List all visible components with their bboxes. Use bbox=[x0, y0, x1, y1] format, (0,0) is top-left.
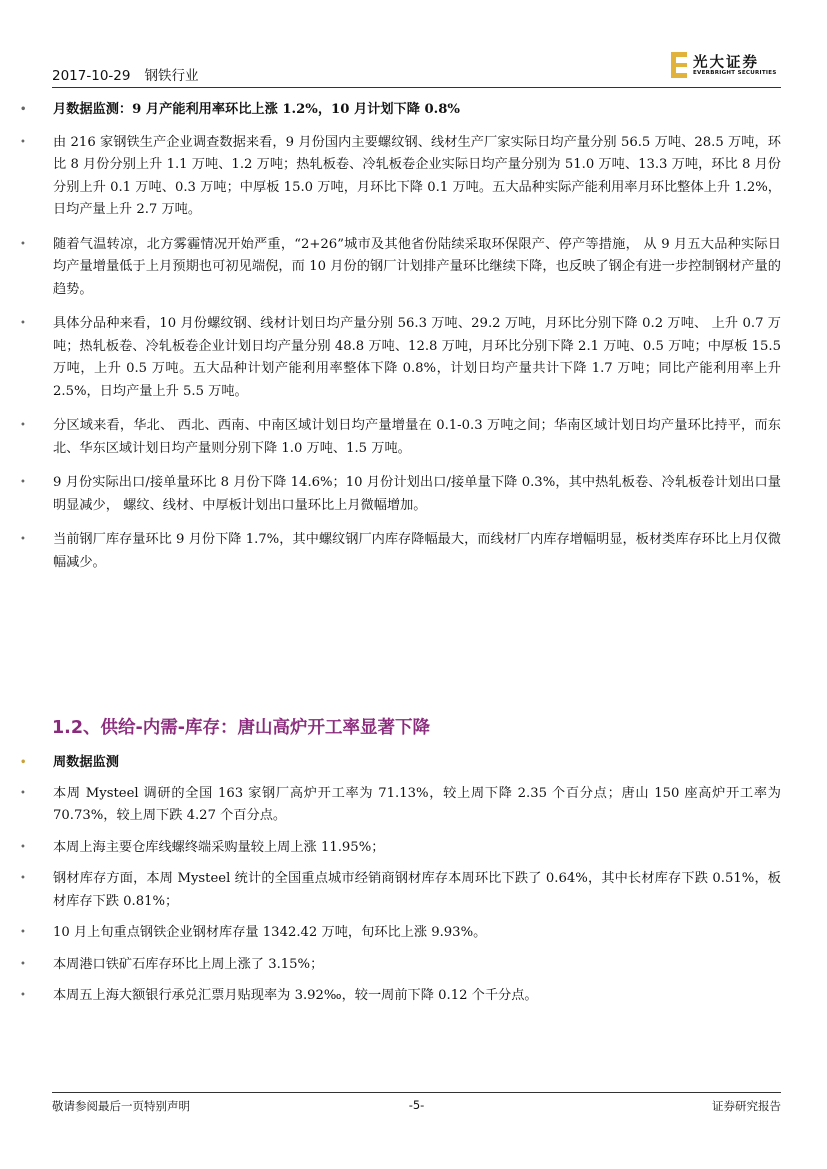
list-item bbox=[0, 132, 781, 222]
section-title: 1.2、供给-内需-库存：唐山高炉开工率显著下降 bbox=[52, 718, 431, 738]
list-item bbox=[0, 868, 781, 913]
bullet-icon: • bbox=[20, 958, 26, 970]
paragraph-text: 本周 Mysteel 调研的全国 163 家钢厂高炉开工率为 71.13%，较上周下降 2.35 个百分点；唐山 150 座高炉开工率为 70.73%，较上周下跌 4.27 个百分点。 bbox=[53, 785, 781, 823]
bullet-icon: • bbox=[20, 873, 26, 884]
header-divider bbox=[52, 87, 781, 88]
disclaimer-note: 敬请参阅最后一页特别声明 bbox=[52, 1099, 190, 1113]
report-type: 证券研究报告 bbox=[712, 1099, 781, 1113]
bullet-icon: • bbox=[20, 927, 26, 938]
paragraph-text: 9 月份实际出口/接单量环比 8 月份下降 14.6%；10 月份计划出口/接单量下降 0.3%，其中热轧板卷、冷轧板卷计划出口量明显减少， 螺纹、线材、中厚板计划出口量环比上月微幅增加。 bbox=[53, 475, 781, 513]
weekly-heading-text: 周数据监测 bbox=[53, 755, 119, 770]
report-date: 2017-10-29 bbox=[52, 68, 131, 84]
page-header bbox=[52, 50, 781, 86]
monthly-heading bbox=[0, 99, 781, 122]
header-info bbox=[52, 64, 198, 84]
paragraph-text: 分区域来看，华北、 西北、西南、中南区域计划日均产量增量在 0.1-0.3 万吨之间；华南区域计划日均产量环比持平，而东北、华东区域计划日均产量则分别下降 1.0 万吨、1.5 万吨。 bbox=[53, 418, 781, 456]
paragraph-text: 10 月上旬重点钢铁企业钢材库存量 1342.42 万吨，旬环比上涨 9.93%。 bbox=[53, 925, 487, 940]
bullet-icon: • bbox=[20, 757, 27, 768]
bullet-icon: • bbox=[20, 477, 26, 488]
logo-mark-icon bbox=[671, 52, 687, 78]
page-number: -5- bbox=[408, 1098, 425, 1112]
monthly-section bbox=[20, 99, 781, 574]
list-item bbox=[0, 837, 781, 860]
paragraph-text: 具体分品种来看，10 月份螺纹钢、线材计划日均产量分别 56.3 万吨、29.2 万吨，月环比分别下降 0.2 万吨、 上升 0.7 万吨；热轧板卷、冷轧板卷企业计划日均产量分别 48.8 万吨、12.8 万吨，月环比分别下降 2.1 万吨、0.5 万吨；中厚板 15.5 万吨，上升 0.5 万吨。五大品种计划产能利用率整体下降 0.8%，计划日均产量共计下降 1.7 万吨；同比产能利用率上升 2.5%，日均产量上升 5.5 万吨。 bbox=[53, 316, 781, 399]
bullet-icon: • bbox=[20, 318, 26, 329]
bullet-icon: • bbox=[20, 787, 26, 799]
list-item bbox=[0, 783, 781, 828]
industry-label: 钢铁行业 bbox=[144, 68, 199, 84]
logo-text-cn: 光大证券 bbox=[693, 55, 759, 71]
bullet-icon: • bbox=[20, 990, 26, 1001]
paragraph-text: 本周五上海大额银行承兑汇票月贴现率为 3.92‰，较一周前下降 0.12 个千分点。 bbox=[53, 988, 538, 1003]
company-logo bbox=[671, 50, 781, 82]
list-item bbox=[0, 954, 781, 977]
weekly-section bbox=[20, 752, 781, 1008]
list-item bbox=[0, 472, 781, 517]
monthly-list bbox=[0, 99, 781, 574]
list-item bbox=[0, 922, 781, 945]
footer-divider bbox=[52, 1092, 781, 1093]
list-item bbox=[0, 234, 781, 302]
list-item bbox=[0, 985, 781, 1008]
paragraph-text: 随着气温转凉，北方雾霾情况开始严重，“2+26”城市及其他省份陆续采取环保限产、停产等措施， 从 9 月五大品种实际日均产量增量低于上月预期也可初见端倪，而 10 月份的钢厂计划排产量环比继续下降，也反映了钢企有进一步控制钢材产量的趋势。 bbox=[53, 236, 781, 297]
bullet-icon: • bbox=[20, 104, 27, 115]
paragraph-text: 本周港口铁矿石库存环比上周上涨了 3.15%； bbox=[53, 956, 324, 972]
monthly-heading-text: 月数据监测：9 月产能利用率环比上涨 1.2%，10 月计划下降 0.8% bbox=[53, 102, 460, 117]
weekly-list bbox=[0, 752, 781, 1008]
list-item bbox=[0, 415, 781, 460]
bullet-icon: • bbox=[20, 534, 26, 545]
logo-text-en: EVERBRIGHT SECURITIES bbox=[693, 70, 777, 76]
bullet-icon: • bbox=[20, 420, 26, 431]
weekly-heading bbox=[0, 752, 781, 775]
paragraph-text: 钢材库存方面，本周 Mysteel 统计的全国重点城市经销商钢材库存本周环比下跌了 0.64%，其中长材库存下跌 0.51%，板材库存下跌 0.81%； bbox=[53, 871, 781, 909]
list-item bbox=[0, 313, 781, 403]
bullet-icon: • bbox=[20, 841, 26, 853]
bullet-icon: • bbox=[20, 238, 26, 250]
paragraph-text: 当前钢厂库存量环比 9 月份下降 1.7%，其中螺纹钢厂内库存降幅最大，而线材厂内库存增幅明显，板材类库存环比上月仅微幅减少。 bbox=[53, 532, 781, 570]
paragraph-text: 本周上海主要仓库线螺终端采购量较上周上涨 11.95%； bbox=[53, 839, 385, 855]
bullet-icon: • bbox=[20, 136, 26, 148]
paragraph-text: 由 216 家钢铁生产企业调查数据来看，9 月份国内主要螺纹钢、线材生产厂家实际日均产量分别 56.5 万吨、28.5 万吨，环比 8 月份分别上升 1.1 万吨、1.2 万吨；热轧板卷、冷轧板卷企业实际日均产量分别为 51.0 万吨、13.3 万吨，环比 8 月份分别上升 0.1 万吨、0.3 万吨；中厚板 15.0 万吨，月环比下降 0.1 万吨。五大品种实际产能利用率月环比整体上升 1.2%，日均产量上升 2.7 万吨。 bbox=[53, 134, 781, 217]
list-item bbox=[0, 529, 781, 574]
